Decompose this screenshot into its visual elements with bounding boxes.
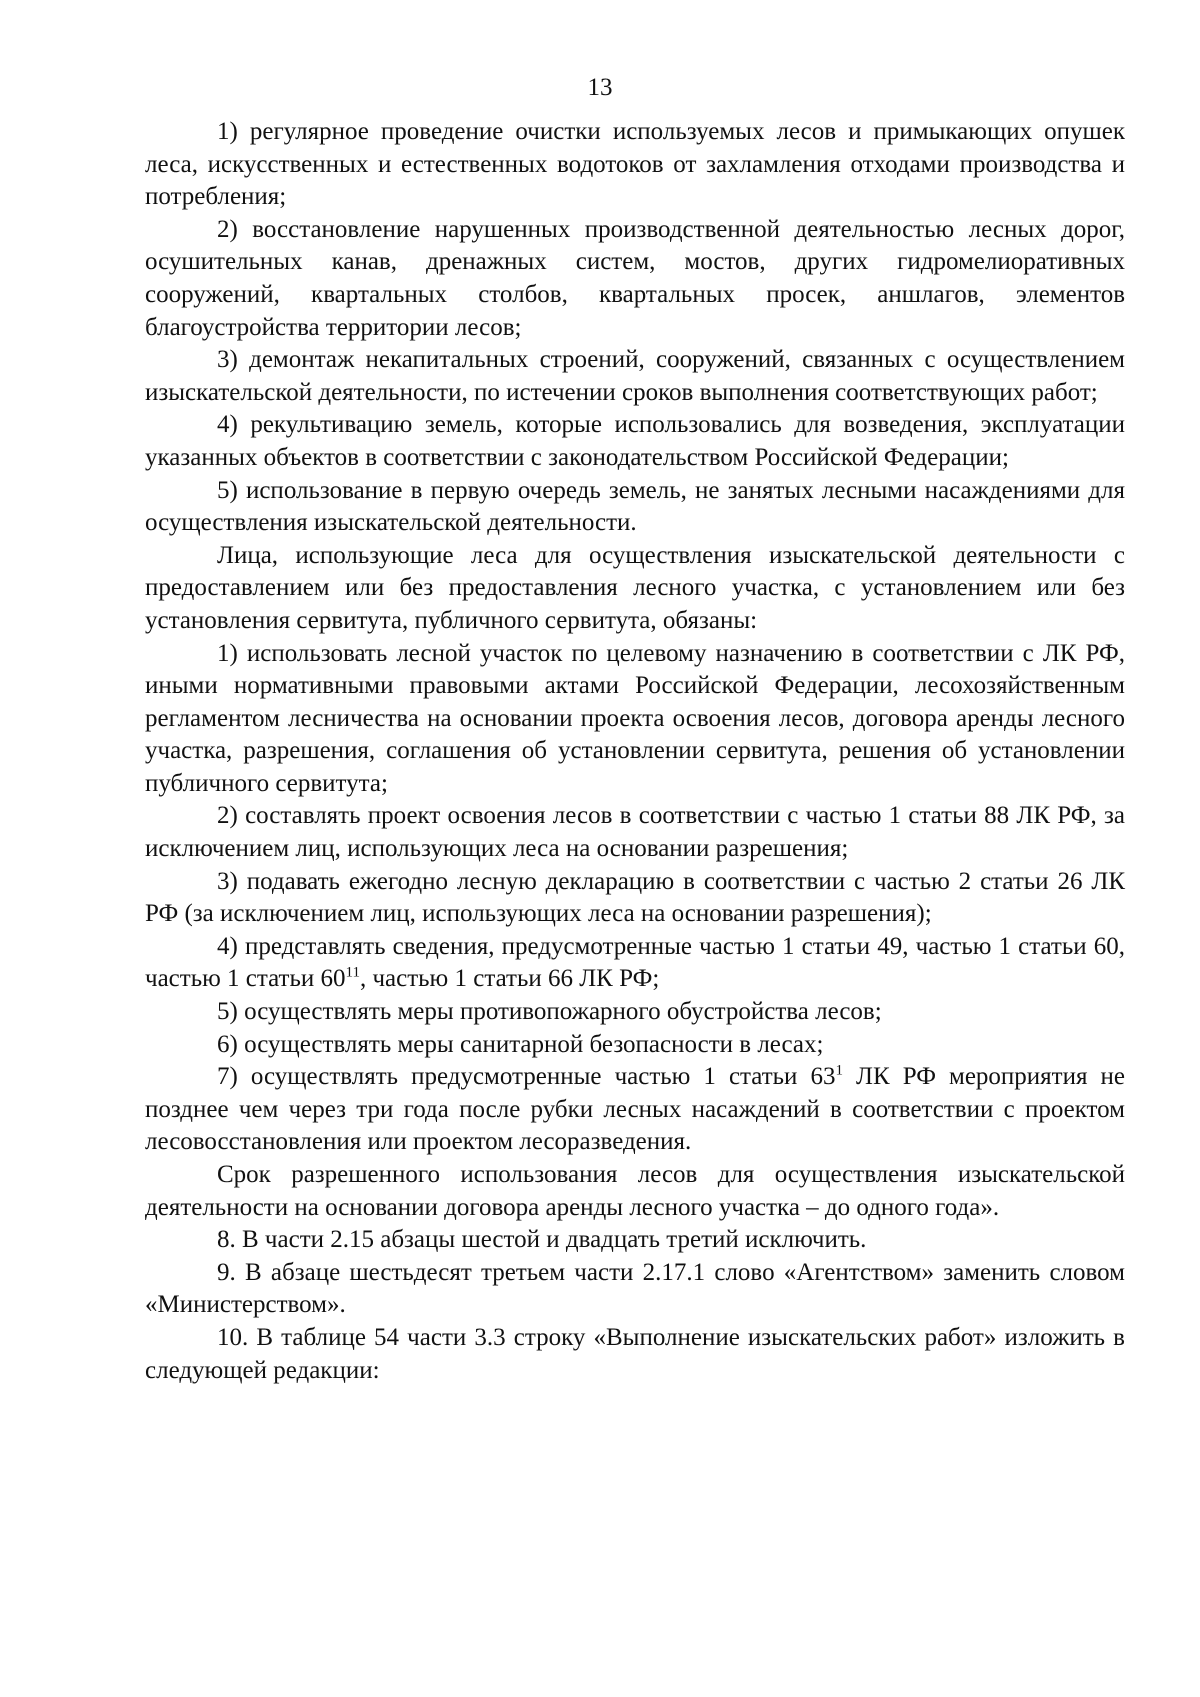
list-item: 1) регулярное проведение очистки используемых лесов и примыкающих опушек леса, искусственных и естественных водотоков от захламления отходами производства и потребления; bbox=[145, 118, 1125, 211]
page-number: 13 bbox=[587, 74, 613, 101]
paragraph: Срок разрешенного использования лесов для осуществления изыскательской деятельности на основании договора аренды лесного участка – до одного года». bbox=[145, 1161, 1125, 1221]
text-run: , частью 1 статьи 66 ЛК РФ; bbox=[359, 965, 660, 993]
list-item: 3) подавать ежегодно лесную декларацию в соответствии с частью 2 статьи 26 ЛК РФ (за исключением лиц, использующих леса на основании разрешения); bbox=[145, 867, 1125, 928]
document-body bbox=[145, 116, 1125, 1387]
text-run: ЛК РФ мероприятия не позднее чем через три года после рубки лесных насаждений в соответствии с проектом лесовосстановления или проектом лесоразведения. bbox=[145, 1063, 1126, 1156]
amendment-item: 10. В таблице 54 части 3.3 строку «Выполнение изыскательских работ» изложить в следующей редакции: bbox=[145, 1323, 1125, 1384]
list-item bbox=[145, 931, 1125, 996]
list-item: 2) составлять проект освоения лесов в соответствии с частью 1 статьи 88 ЛК РФ, за исключением лиц, использующих леса на основании разрешения; bbox=[145, 802, 1125, 863]
text-run: 7) осуществлять предусмотренные частью 1 статьи 63 bbox=[217, 1063, 836, 1091]
list-item: 3) демонтаж некапитальных строений, сооружений, связанных с осуществлением изыскательской деятельности, по истечении сроков выполнения соответствующих работ; bbox=[145, 346, 1125, 406]
list-item: 6) осуществлять меры санитарной безопасности в лесах; bbox=[217, 1030, 824, 1058]
amendment-item: 9. В абзаце шестьдесят третьем части 2.17.1 слово «Агентством» заменить словом «Министерством». bbox=[145, 1258, 1125, 1319]
amendment-item: 8. В части 2.15 абзацы шестой и двадцать третий исключить. bbox=[217, 1226, 867, 1254]
list-item bbox=[145, 1061, 1125, 1159]
superscript: 11 bbox=[345, 965, 360, 982]
list-item: 1) использовать лесной участок по целевому назначению в соответствии с ЛК РФ, иными нормативными правовыми актами Российской Федерации, лесохозяйственным регламентом лесничества на основании проекта освоения лесов, договора аренды лесного участка, разрешения, соглашения об установлении сервитута, решения об установлении публичного сервитута; bbox=[145, 639, 1125, 797]
list-item: 2) восстановление нарушенных производственной деятельностью лесных дорог, осушительных канав, дренажных систем, мостов, других гидромелиоративных сооружений, квартальных столбов, квартальных просек, аншлагов, элементов благоустройства территории лесов; bbox=[145, 215, 1125, 341]
list-item: 5) осуществлять меры противопожарного обустройства лесов; bbox=[217, 998, 882, 1026]
list-item: 5) использование в первую очередь земель, не занятых лесными насаждениями для осуществления изыскательской деятельности. bbox=[145, 476, 1125, 537]
paragraph: Лица, использующие леса для осуществления изыскательской деятельности с предоставлением или без предоставления лесного участка, с установлением или без установления сервитута, публичного сервитута, обязаны: bbox=[145, 541, 1125, 634]
superscript: 1 bbox=[835, 1062, 843, 1079]
text-run: 4) представлять сведения, предусмотренные частью 1 статьи 49, частью 1 статьи 60, частью 1 статьи 60 bbox=[145, 932, 1125, 993]
list-item: 4) рекультивацию земель, которые использовались для возведения, эксплуатации указанных объектов в соответствии с законодательством Российской Федерации; bbox=[145, 411, 1125, 471]
